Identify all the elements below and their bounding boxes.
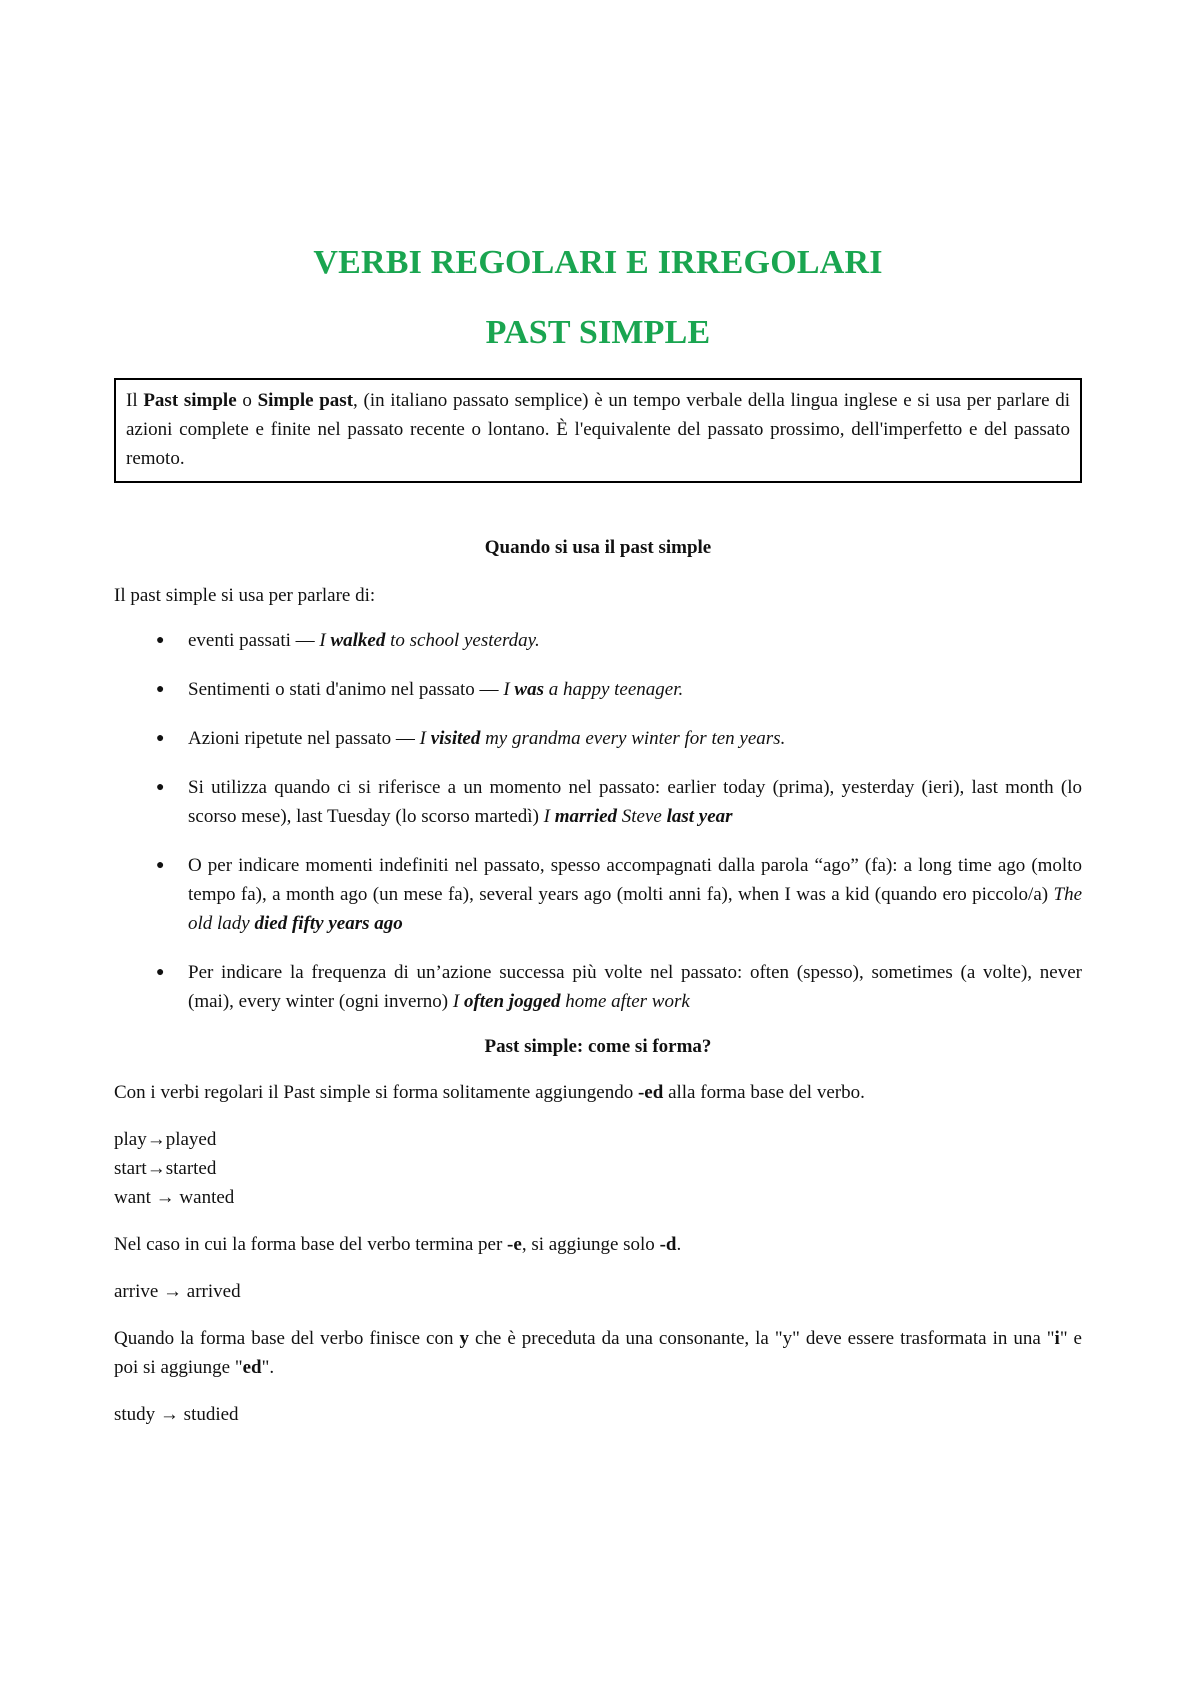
- example-post: a happy teenager.: [543, 679, 684, 700]
- list-item: [114, 724, 1082, 753]
- example-time: last year: [666, 806, 733, 827]
- rule-letter: y: [459, 1328, 469, 1349]
- example-verb: walked: [330, 630, 386, 651]
- rule-text: .: [676, 1234, 682, 1255]
- rule-letter: i: [1054, 1328, 1060, 1349]
- intro-term-past-simple: Past simple: [143, 390, 237, 411]
- bullet-text: O per indicare momenti indefiniti nel passato, spesso accompagnati dalla parola “ago” (fa): a long time ago (molto tempo fa), a month ago (un mese fa), several years ago (molti anni fa), when I was a kid (quando ero piccolo/a): [188, 855, 1082, 905]
- bullet-icon: ●: [156, 780, 165, 795]
- rule-suffix: ed: [242, 1357, 262, 1378]
- intro-term-simple-past: Simple past: [257, 390, 354, 411]
- intro-mid: o: [236, 390, 258, 411]
- bullet-icon: ●: [156, 965, 165, 980]
- usage-heading: Quando si usa il past simple: [484, 537, 712, 558]
- page-subtitle: PAST SIMPLE: [485, 314, 711, 351]
- example-line: play→played: [114, 1129, 217, 1150]
- example-pre: I: [319, 630, 331, 651]
- bullet-text: Per indicare la frequenza di un’azione successa più volte nel passato: often (spesso), sometimes (a volte), never (mai), every winter (ogni inverno): [188, 962, 1082, 1012]
- example-study: study → studied: [114, 1404, 239, 1425]
- example-pre: I: [503, 679, 515, 700]
- example-line: want → wanted: [114, 1187, 235, 1208]
- example-arrive: arrive → arrived: [114, 1281, 241, 1302]
- bullet-example: [453, 991, 690, 1012]
- bullet-example: [319, 630, 539, 651]
- usage-list: [114, 626, 1082, 1016]
- bullet-text: eventi passati —: [188, 630, 320, 651]
- rule-text: ".: [261, 1357, 275, 1378]
- example-verb: married: [554, 806, 618, 827]
- example-post: my grandma every winter for ten years.: [480, 728, 786, 749]
- bullet-icon: ●: [156, 731, 165, 746]
- rule-text: Con i verbi regolari il Past simple si forma solitamente aggiungendo: [114, 1082, 638, 1103]
- example-pre: I: [419, 728, 431, 749]
- rule-suffix: -d: [659, 1234, 677, 1255]
- list-item: [114, 626, 1082, 655]
- rule-text: " e poi si aggiunge ": [114, 1328, 1082, 1378]
- example-verb: often jogged: [463, 991, 561, 1012]
- formation-heading: Past simple: come si forma?: [484, 1036, 712, 1057]
- bullet-text: Sentimenti o stati d'animo nel passato —: [188, 679, 504, 700]
- rule-suffix: -e: [507, 1234, 522, 1255]
- usage-lead: Il past simple si usa per parlare di:: [114, 585, 376, 606]
- example-line: start→started: [114, 1158, 217, 1179]
- bullet-icon: ●: [156, 682, 165, 697]
- list-item: [114, 851, 1082, 938]
- example-post: to school yesterday.: [385, 630, 540, 651]
- bullet-example: [420, 728, 786, 749]
- bullet-example: [503, 679, 683, 700]
- intro-prefix: Il: [126, 390, 144, 411]
- example-pre: The old lady: [188, 884, 1082, 934]
- example-verb: died fifty years ago: [254, 913, 403, 934]
- rule-text: , si aggiunge solo: [521, 1234, 660, 1255]
- rule-suffix: -ed: [637, 1082, 664, 1103]
- list-item: [114, 773, 1082, 831]
- example-pre: I: [452, 991, 464, 1012]
- bullet-icon: ●: [156, 858, 165, 873]
- rule-text: che è preceduta da una consonante, la "y" deve essere trasformata in una ": [468, 1328, 1055, 1349]
- list-item: [114, 675, 1082, 704]
- rule-text: Nel caso in cui la forma base del verbo termina per: [114, 1234, 508, 1255]
- definition-box: [114, 378, 1082, 483]
- example-verb: visited: [430, 728, 481, 749]
- page-title: VERBI REGOLARI E IRREGOLARI: [313, 244, 883, 281]
- formation-rule-y: [114, 1324, 1082, 1382]
- intro-rest: , (in italiano passato semplice) è un tempo verbale della lingua inglese e si usa per parlare di azioni complete e finite nel passato recente o lontano. È l'equivalente del passato prossimo, dell'imperfetto e del passato remoto.: [126, 390, 1070, 469]
- formation-rule-d: [114, 1230, 1082, 1259]
- list-item: [114, 958, 1082, 1016]
- bullet-example: [544, 806, 733, 827]
- bullet-icon: ●: [156, 633, 165, 648]
- example-post: home after work: [560, 991, 690, 1012]
- formation-rule-ed: [114, 1078, 1082, 1107]
- bullet-text: Azioni ripetute nel passato —: [188, 728, 420, 749]
- example-post: Steve: [617, 806, 667, 827]
- bullet-text: Si utilizza quando ci si riferisce a un momento nel passato: earlier today (prima), yesterday (ieri), last month (lo scorso mese), last Tuesday (lo scorso martedì): [188, 777, 1082, 827]
- rule-text: Quando la forma base del verbo finisce con: [114, 1328, 460, 1349]
- example-verb: was: [514, 679, 544, 700]
- examples-ed: [114, 1125, 1082, 1212]
- example-pre: I: [543, 806, 555, 827]
- rule-text: alla forma base del verbo.: [663, 1082, 865, 1103]
